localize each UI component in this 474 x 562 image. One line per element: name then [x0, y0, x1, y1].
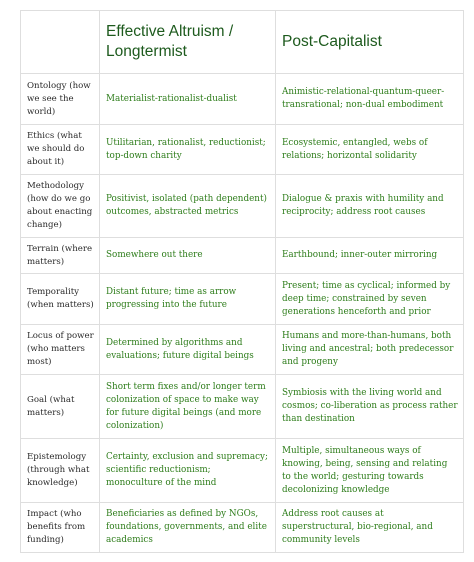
row-label: Epistemology (through what knowledge): [21, 439, 100, 503]
row-label: Goal (what matters): [21, 375, 100, 439]
comparison-table: [20, 10, 464, 553]
row-label: Impact (who benefits from funding): [21, 503, 100, 553]
pc-cell: Ecosystemic, entangled, webs of relations; horizontal solidarity: [276, 125, 464, 175]
row-label: Ontology (how we see the world): [21, 74, 100, 125]
table-row: [21, 238, 464, 274]
table-row: [21, 74, 464, 125]
header-blank: [21, 11, 100, 74]
pc-cell: Animistic-relational-quantum-queer-transrational; non-dual embodiment: [276, 74, 464, 125]
ea-cell: Certainty, exclusion and supremacy; scientific reductionism; monoculture of the mind: [100, 439, 276, 503]
row-label: Methodology (how do we go about enacting change): [21, 175, 100, 238]
pc-cell: Multiple, simultaneous ways of knowing, being, sensing and relating to the world; gesturing towards decolonizing knowledge: [276, 439, 464, 503]
header-post-capitalist: Post-Capitalist: [276, 11, 464, 74]
table-row: [21, 325, 464, 375]
header-row: [21, 11, 464, 74]
pc-cell: Present; time as cyclical; informed by deep time; constrained by seven generations henceforth and prior: [276, 274, 464, 325]
row-label: Terrain (where matters): [21, 238, 100, 274]
ea-cell: Short term fixes and/or longer term colonization of space to make way for future digital beings (and more colonization): [100, 375, 276, 439]
table-row: [21, 503, 464, 553]
ea-cell: Distant future; time as arrow progressing into the future: [100, 274, 276, 325]
header-effective-altruism: Effective Altruism / Longtermist: [100, 11, 276, 74]
row-label: Locus of power (who matters most): [21, 325, 100, 375]
table-row: [21, 175, 464, 238]
table-row: [21, 439, 464, 503]
pc-cell: Earthbound; inner-outer mirroring: [276, 238, 464, 274]
ea-cell: Beneficiaries as defined by NGOs, foundations, governments, and elite academics: [100, 503, 276, 553]
ea-cell: Positivist, isolated (path dependent) outcomes, abstracted metrics: [100, 175, 276, 238]
pc-cell: Address root causes at superstructural, bio-regional, and community levels: [276, 503, 464, 553]
table-row: [21, 375, 464, 439]
ea-cell: Determined by algorithms and evaluations; future digital beings: [100, 325, 276, 375]
table-row: [21, 274, 464, 325]
ea-cell: Somewhere out there: [100, 238, 276, 274]
pc-cell: Dialogue & praxis with humility and reciprocity; address root causes: [276, 175, 464, 238]
pc-cell: Symbiosis with the living world and cosmos; co-liberation as process rather than destination: [276, 375, 464, 439]
table-row: [21, 125, 464, 175]
ea-cell: Utilitarian, rationalist, reductionist; top-down charity: [100, 125, 276, 175]
row-label: Ethics (what we should do about it): [21, 125, 100, 175]
ea-cell: Materialist-rationalist-dualist: [100, 74, 276, 125]
row-label: Temporality (when matters): [21, 274, 100, 325]
pc-cell: Humans and more-than-humans, both living and ancestral; both predecessor and progeny: [276, 325, 464, 375]
